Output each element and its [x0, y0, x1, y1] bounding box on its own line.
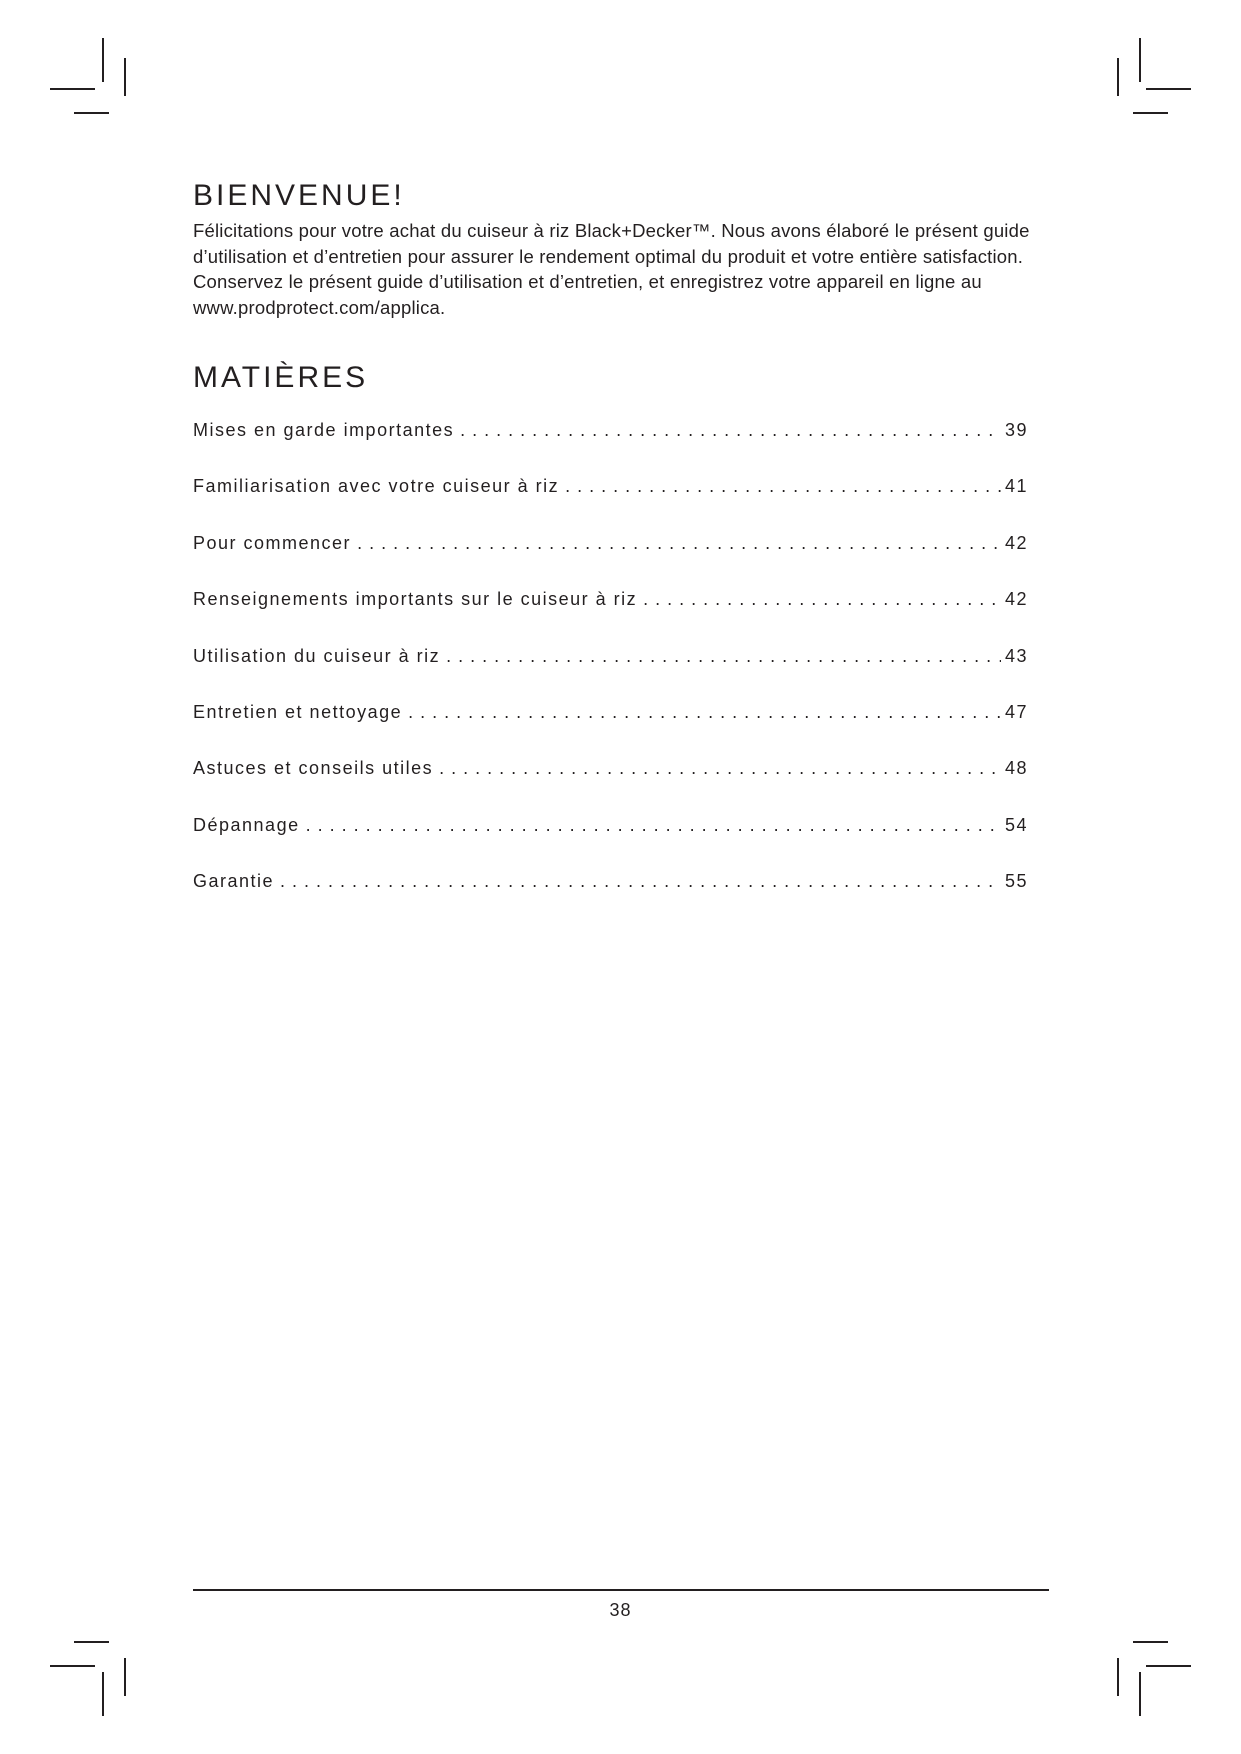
toc-entry-label: Mises en garde importantes	[193, 420, 455, 440]
crop-mark-bottom-left-inner	[74, 1641, 109, 1643]
toc-entry[interactable]	[193, 758, 1028, 814]
toc-entry[interactable]	[193, 589, 1028, 645]
toc-entry-page: 47	[1004, 701, 1028, 722]
welcome-paragraph: Félicitations pour votre achat du cuiseur à riz Black+Decker™. Nous avons élaboré le présent guide d’utilisation et d’entretien pour assurer le rendement optimal du produit et votre entière satisfaction. Conservez le présent guide d’utilisation et d’entretien, et enregistrez votre appareil en ligne au www.prodprotect.com/applica.	[193, 220, 1030, 318]
crop-mark-bottom-left-vert-a	[102, 1672, 104, 1716]
toc-entry-label: Dépannage	[193, 814, 300, 835]
toc-entry-label: Utilisation du cuiseur à riz	[193, 645, 441, 666]
toc-dot-leader	[643, 589, 1001, 610]
toc-entry-page: 55	[1004, 871, 1028, 892]
toc-entry[interactable]	[193, 533, 1028, 589]
crop-mark-top-left-vert-b	[124, 58, 126, 96]
toc-entry-page: 54	[1004, 814, 1028, 835]
toc-entry-page: 43	[1004, 645, 1028, 666]
toc-dot-leader	[565, 476, 1001, 497]
toc-dot-leader	[460, 420, 1001, 441]
crop-mark-top-right-vert-b	[1117, 58, 1119, 96]
toc-entry-label: Garantie	[193, 871, 275, 892]
toc-entry-page: 42	[1004, 589, 1028, 610]
crop-mark-bottom-right-inner	[1133, 1641, 1168, 1643]
toc-entry[interactable]	[193, 871, 1028, 927]
toc-entry[interactable]	[193, 420, 1028, 476]
crop-mark-bottom-left-outer	[50, 1665, 95, 1667]
toc-entry-label: Renseignements importants sur le cuiseur à riz	[193, 589, 638, 610]
toc-entry-page: 39	[1004, 420, 1028, 440]
footer-rule	[193, 1589, 1049, 1591]
toc-dot-leader	[306, 815, 1001, 836]
toc-dot-leader	[408, 702, 1001, 723]
page-content	[193, 176, 1033, 928]
toc-entry[interactable]	[193, 815, 1028, 871]
toc-entry-label: Familiarisation avec votre cuiseur à riz	[193, 476, 560, 497]
crop-mark-bottom-right-vert-a	[1139, 1672, 1141, 1716]
toc-entry-page: 41	[1004, 476, 1028, 497]
crop-mark-top-left-outer	[50, 88, 95, 90]
toc-dot-leader	[439, 758, 1001, 779]
toc-entry-label: Entretien et nettoyage	[193, 701, 403, 722]
toc-entry[interactable]	[193, 476, 1028, 532]
table-of-contents	[193, 420, 1028, 928]
crop-mark-top-right-inner	[1133, 112, 1168, 114]
crop-mark-top-right-outer	[1146, 88, 1191, 90]
toc-dot-leader	[446, 646, 1001, 667]
toc-entry-page: 42	[1004, 532, 1028, 553]
toc-entry[interactable]	[193, 646, 1028, 702]
toc-dot-leader	[280, 871, 1001, 892]
toc-title: MATIÈRES	[193, 361, 369, 394]
crop-mark-top-left-inner	[74, 112, 109, 114]
crop-mark-bottom-right-outer	[1146, 1665, 1191, 1667]
toc-entry-label: Pour commencer	[193, 532, 352, 553]
toc-dot-leader	[357, 533, 1001, 554]
welcome-title: BIENVENUE!	[193, 179, 405, 212]
toc-entry[interactable]	[193, 702, 1028, 758]
crop-mark-top-left-vert-a	[102, 38, 104, 82]
crop-mark-top-right-vert-a	[1139, 38, 1141, 82]
toc-entry-label: Astuces et conseils utiles	[193, 758, 434, 779]
crop-mark-bottom-left-vert-b	[124, 1658, 126, 1696]
crop-mark-bottom-right-vert-b	[1117, 1658, 1119, 1696]
toc-entry-page: 48	[1004, 758, 1028, 779]
page-number: 38	[609, 1600, 632, 1620]
